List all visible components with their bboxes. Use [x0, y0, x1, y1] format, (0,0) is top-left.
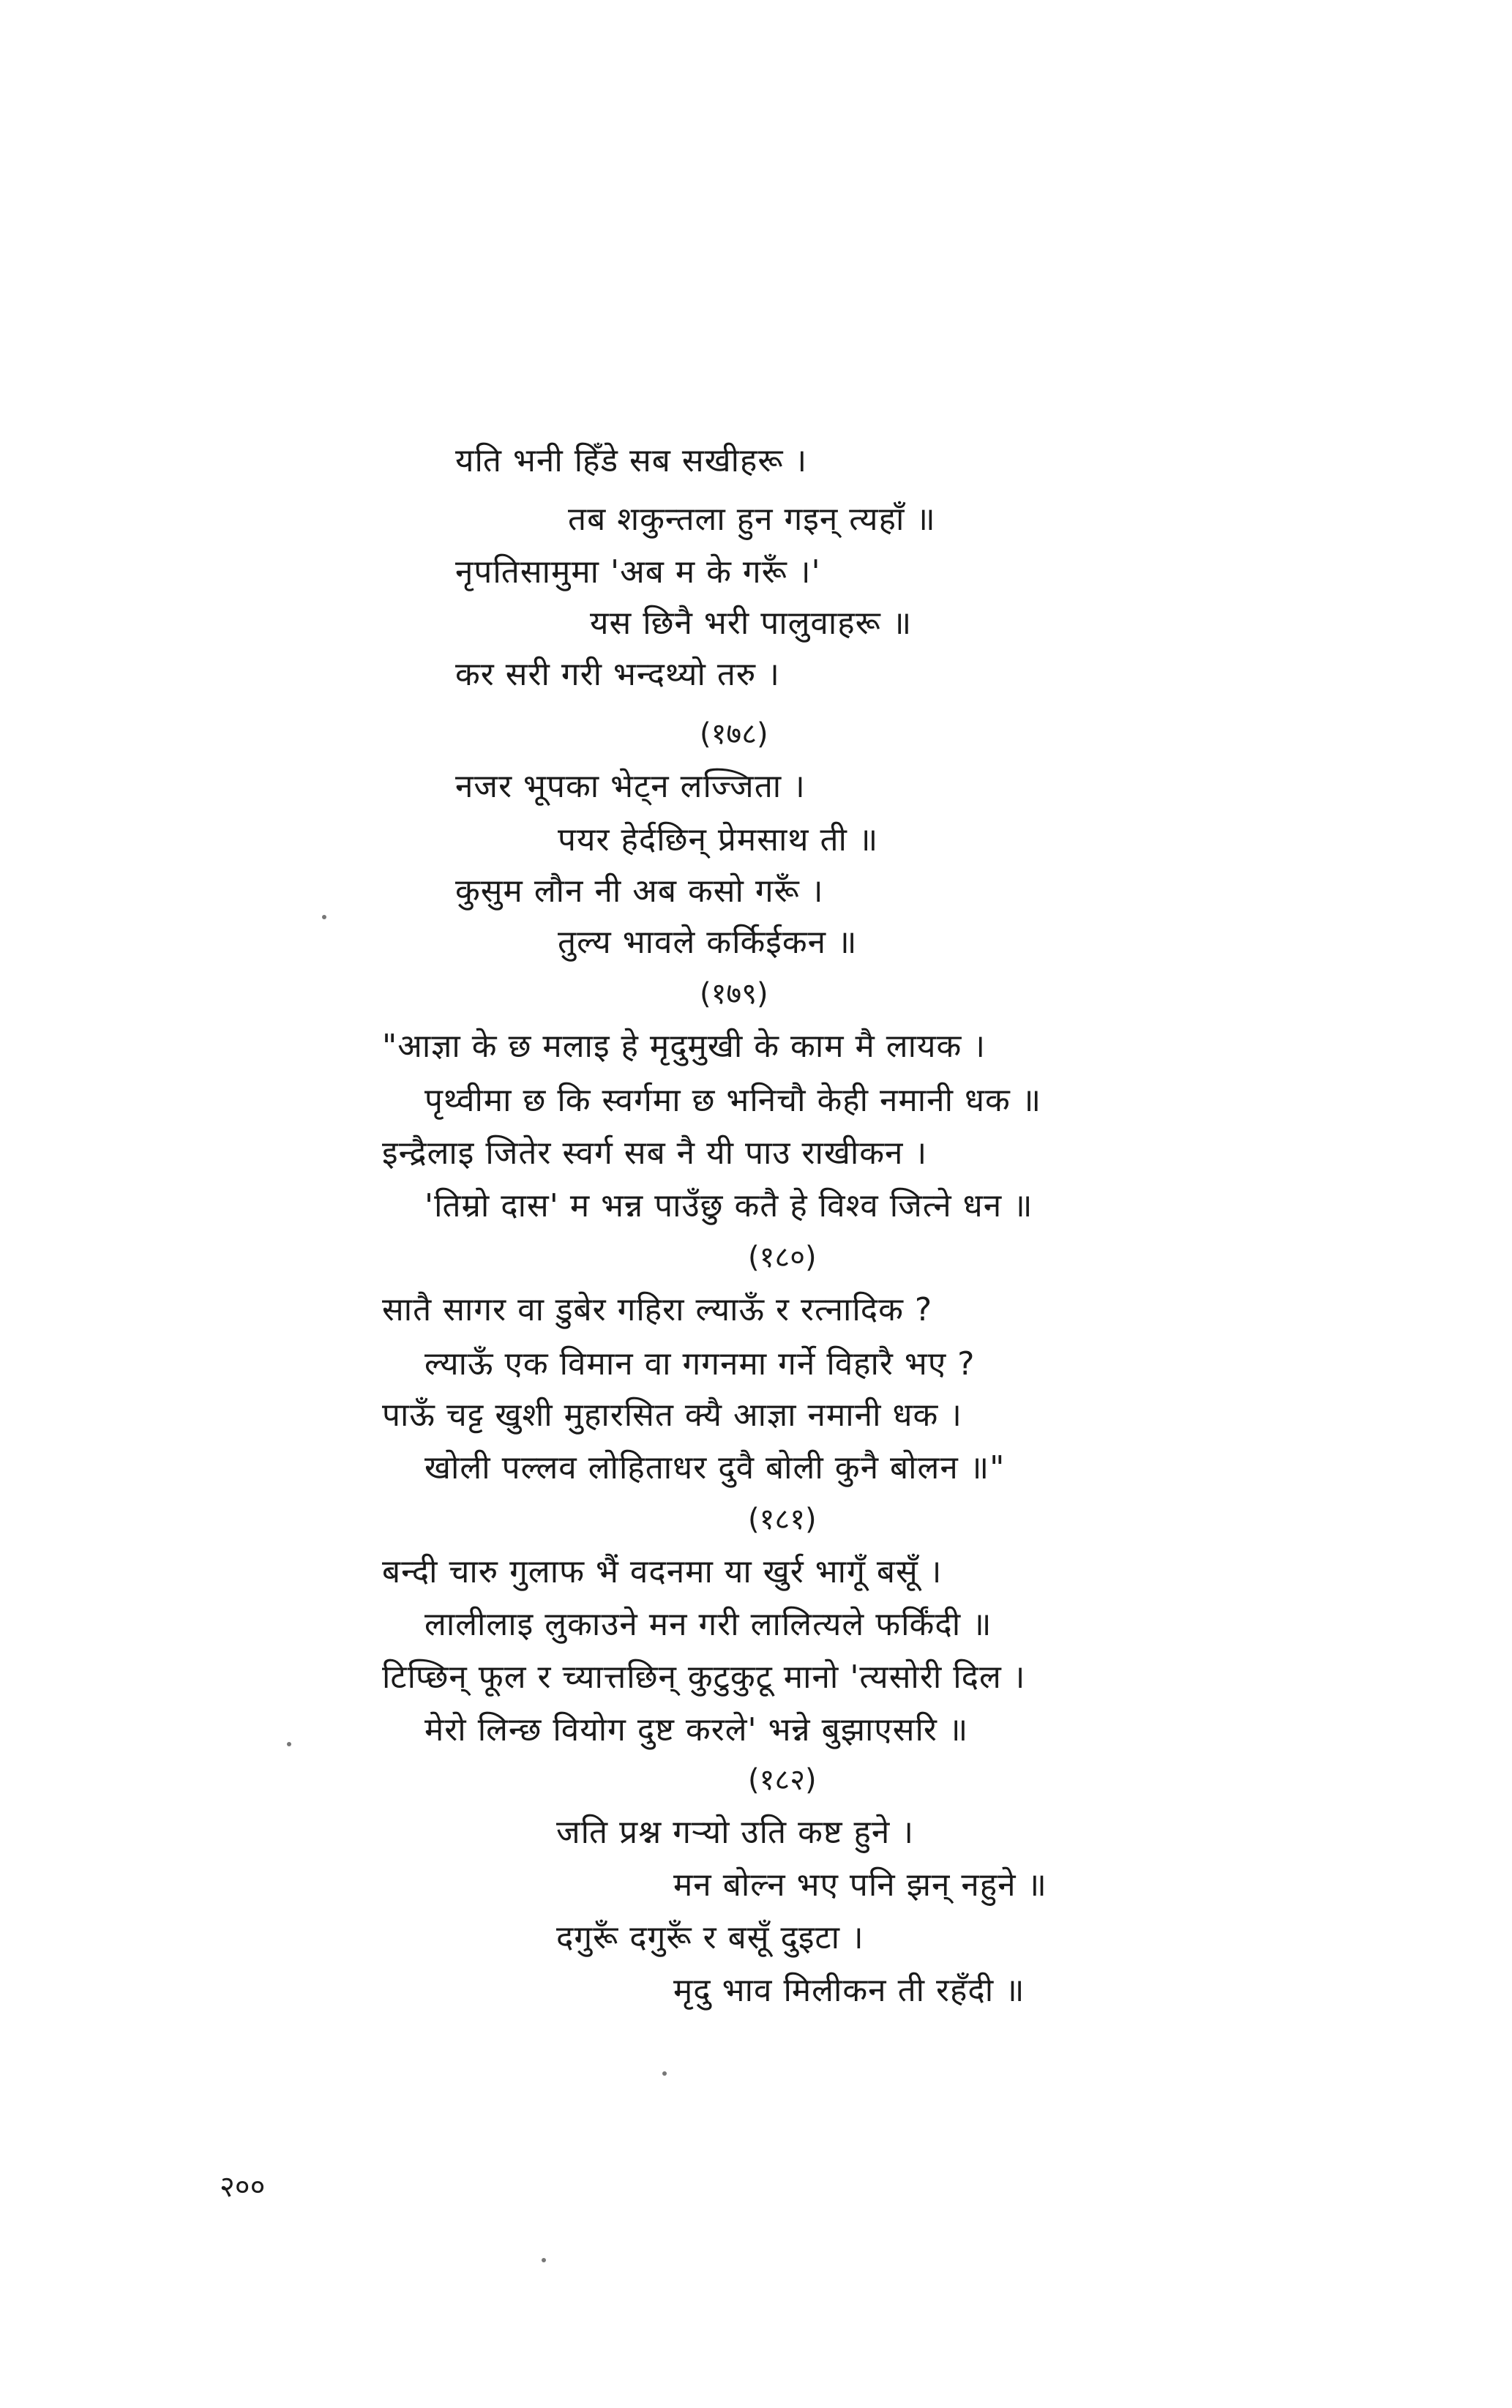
verse-line: नजर भूपका भेट्न लज्जिता ।: [455, 768, 806, 805]
verse-line: मन बोल्न भए पनि झन् नहुने ॥: [673, 1866, 1047, 1904]
verse-line: तुल्य भावले कर्किईकन ॥: [558, 924, 858, 961]
verse-number: (१८१): [748, 1503, 817, 1536]
verse-number: (१७८): [700, 717, 768, 751]
verse-line: सातै सागर वा डुबेर गहिरा ल्याऊँ र रत्नादिक ?: [382, 1291, 933, 1328]
verse-line: बन्दी चारु गुलाफ भैं वदनमा या खुर्र भागूँ बसूँ ।: [382, 1553, 943, 1590]
verse-line: जति प्रश्न गऱ्यो उति कष्ट हुने ।: [556, 1814, 915, 1851]
scan-speck: [322, 915, 326, 919]
verse-line: लालीलाइ लुकाउने मन गरी लालित्यले फर्किंदी ॥: [424, 1606, 992, 1643]
verse-line: "आज्ञा के छ मलाइ हे मृदुमुखी के काम मै लायक ।: [382, 1028, 987, 1065]
verse-number: (१७९): [700, 977, 768, 1011]
verse-line: पयर हेर्दछिन् प्रेमसाथ ती ॥: [558, 821, 879, 859]
verse-number: (१८०): [748, 1241, 817, 1274]
scan-speck: [542, 2258, 546, 2262]
scan-speck: [662, 2071, 667, 2076]
verse-line: कर सरी गरी भन्दथ्यो तरु ।: [455, 656, 780, 693]
verse-line: कुसुम लौन नी अब कसो गरूँ ।: [455, 872, 824, 910]
verse-line: नृपतिसामुमा 'अब म के गरूँ ।': [455, 553, 821, 591]
verse-line: यति भनी हिँडे सब सखीहरू ।: [455, 442, 808, 479]
verse-line: दगुरूँ दगुरूँ र बसूँ दुइटा ।: [556, 1919, 864, 1956]
verse-line: टिप्छिन् फूल र च्यात्तछिन् कुटुकुटू मानो 'त्यसोरी दिल ।: [382, 1659, 1026, 1696]
verse-line: इन्द्रैलाइ जितेर स्वर्ग सब नै यी पाउ राखीकन ।: [382, 1134, 928, 1172]
verse-line: मेरो लिन्छ वियोग दुष्ट करले' भन्ने बुझाएसरि ॥: [424, 1711, 969, 1749]
verse-line: पाऊँ चट्ट खुशी मुहारसित क्यै आज्ञा नमानी धक ।: [382, 1396, 962, 1434]
verse-number: (१८२): [748, 1763, 817, 1797]
verse-line: तब शकुन्तला हुन गइन् त्यहाँ ॥: [568, 501, 936, 538]
verse-line: यस छिनै भरी पालुवाहरू ॥: [590, 605, 913, 642]
verse-line: 'तिम्रो दास' म भन्न पाउँछु कतै हे विश्व जित्ने धन ॥: [424, 1187, 1033, 1224]
verse-line: खोली पल्लव लोहिताधर दुवै बोली कुनै बोलन ॥": [424, 1449, 1006, 1487]
verse-line: पृथ्वीमा छ कि स्वर्गमा छ भनिचौ केही नमानी धक ॥: [424, 1082, 1042, 1119]
page-number: २००: [220, 2170, 266, 2204]
verse-line: ल्याऊँ एक विमान वा गगनमा गर्ने विहारै भए ?: [424, 1345, 976, 1383]
verse-line: मृदु भाव मिलीकन ती रहँदी ॥: [673, 1972, 1025, 2009]
scan-speck: [287, 1742, 291, 1746]
